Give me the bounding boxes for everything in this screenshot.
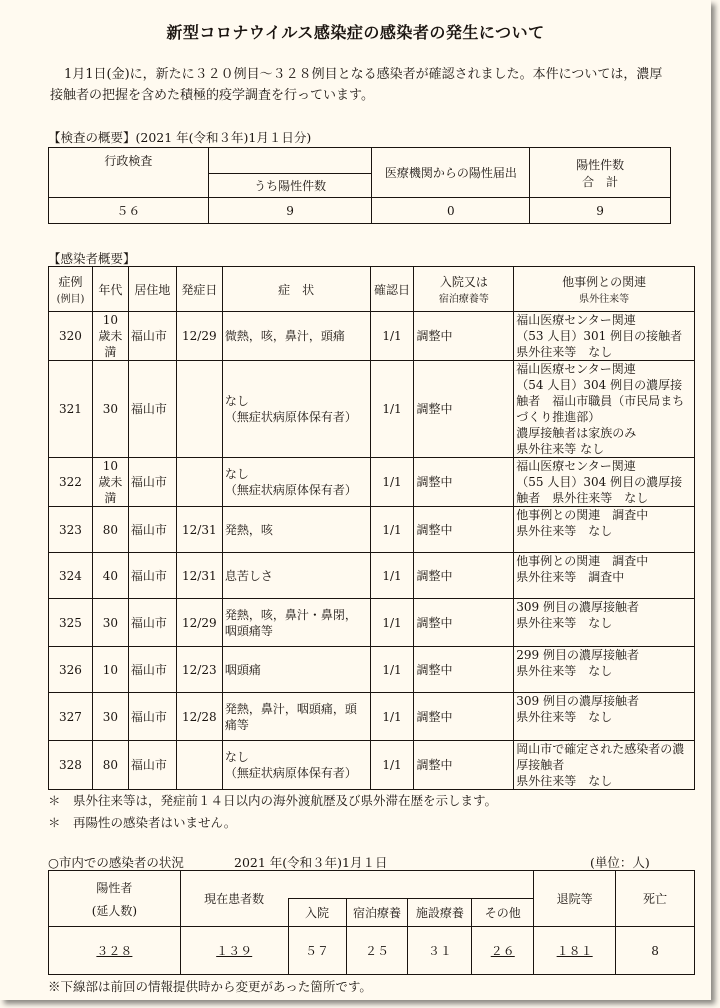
case-res: 福山市: [128, 553, 176, 599]
case-hosp: 調整中: [414, 647, 514, 693]
case-rel: 309 例目の濃厚接触者 県外往来等 なし: [514, 693, 695, 741]
status-table: [48, 870, 695, 975]
h-pos: [49, 871, 181, 927]
h-onset: 発症日: [176, 267, 222, 312]
case-age: 10 歳未満: [92, 312, 128, 361]
case-row: [49, 553, 695, 599]
case-row: [49, 507, 695, 553]
case-age: 80: [92, 507, 128, 553]
case-hosp: 調整中: [414, 312, 514, 361]
case-confirm: 1/1: [370, 458, 414, 507]
h-pos-2: (延人数): [91, 903, 138, 918]
h-hosp-2: 宿泊療養等: [438, 294, 489, 305]
note-1: ＊ 県外往来等は，発症前１４日以内の海外渡航歴及び県外滞在歴を示します。: [48, 793, 498, 808]
h-rel-1: 他事例との関連: [562, 275, 647, 289]
case-confirm: 1/1: [370, 361, 414, 458]
case-row: [49, 647, 695, 693]
v-admin-pos: 9: [208, 198, 372, 224]
cases-heading: 【感染者概要】: [48, 251, 136, 266]
h-admin-gap: [49, 174, 209, 198]
case-confirm: 1/1: [370, 553, 414, 599]
v-hotel: [346, 927, 408, 975]
case-rel: 299 例目の濃厚接触者 県外往来等 なし: [514, 647, 695, 693]
case-hosp: 調整中: [414, 599, 514, 647]
page-title: 新型コロナウイルス感染症の感染者の発生について: [166, 23, 545, 42]
status-unit: (単位：人): [590, 855, 650, 870]
v-pos: [49, 927, 181, 975]
h-medical: 医療機関からの陽性届出: [372, 148, 530, 198]
case-res: 福山市: [128, 741, 176, 790]
case-res: 福山市: [128, 507, 176, 553]
case-age: 10: [92, 647, 128, 693]
h-facility: 施設療養: [408, 899, 472, 927]
case-onset: 12/29: [176, 312, 222, 361]
case-rel: 福山医療センター関連 （53 人目）301 例目の接触者 県外往来等 なし: [514, 312, 695, 361]
case-hosp: 調整中: [414, 361, 514, 458]
h-discharged: 退院等: [534, 871, 616, 927]
case-row: [49, 599, 695, 647]
v-medical: 0: [372, 198, 530, 224]
v-admin: ５６: [49, 198, 209, 224]
case-rel: 福山医療センター関連 （55 人目）304 例目の濃厚接触者 県外往来等 なし: [514, 458, 695, 507]
h-confirm: 確認日: [370, 267, 414, 312]
case-no: 328: [49, 741, 93, 790]
v-current: [180, 927, 288, 975]
case-res: 福山市: [128, 361, 176, 458]
v-other: [472, 927, 534, 975]
case-age: 40: [92, 553, 128, 599]
case-age: 80: [92, 741, 128, 790]
case-symptom: 息苦しさ: [222, 553, 370, 599]
case-age: 10 歳未満: [92, 458, 128, 507]
case-symptom: 微熱，咳，鼻汁，頭痛: [222, 312, 370, 361]
status-date: 2021 年(令和３年)1月１日: [234, 855, 388, 870]
h-hosp: [414, 267, 514, 312]
v-death-text: 8: [651, 943, 659, 958]
h-death: 死亡: [616, 871, 695, 927]
v-facility-text: ３１: [427, 944, 452, 958]
h-symptom: 症 状: [222, 267, 370, 312]
case-no: 322: [49, 458, 93, 507]
case-onset: 12/31: [176, 553, 222, 599]
v-hotel-text: ２５: [364, 944, 389, 958]
v-facility: [408, 927, 472, 975]
case-symptom: なし （無症状病原体保有者）: [222, 361, 370, 458]
cases-table: [48, 266, 695, 790]
note-2: ＊ 再陽性の感染者はいません。: [48, 815, 237, 830]
h-hotel: 宿泊療養: [346, 899, 408, 927]
v-hosp: [288, 927, 346, 975]
case-confirm: 1/1: [370, 693, 414, 741]
v-death: [616, 927, 695, 975]
case-no: 325: [49, 599, 93, 647]
case-onset: 12/28: [176, 693, 222, 741]
h-no-2: (例目): [56, 294, 85, 305]
case-res: 福山市: [128, 312, 176, 361]
footer-note: ※下線部は前回の情報提供時から変更があった箇所です。: [48, 979, 372, 994]
case-no: 323: [49, 507, 93, 553]
h-no: [49, 267, 93, 312]
v-hosp-text: ５７: [305, 944, 330, 958]
case-row: [49, 693, 695, 741]
case-symptom: なし （無症状病原体保有者）: [222, 741, 370, 790]
case-rel: 岡山市で確定された感染者の濃厚接触者 県外往来等 なし: [514, 741, 695, 790]
h-admin: 行政検査: [49, 148, 209, 174]
case-age: 30: [92, 693, 128, 741]
h-total: [530, 148, 671, 198]
intro-paragraph: 1月1日(金)に，新たに３２０例目～３２８例目となる感染者が確認されました。本件については，濃厚接触者の把握を含めた積極的疫学調査を行っています。: [50, 67, 663, 103]
case-res: 福山市: [128, 458, 176, 507]
case-symptom: 発熱，鼻汁，咽頭痛，頭痛等: [222, 693, 370, 741]
h-current: 現在患者数: [180, 871, 288, 927]
v-total: 9: [530, 198, 671, 224]
case-row: [49, 361, 695, 458]
case-rel: 他事例との関連 調査中 県外往来等 調査中: [514, 553, 695, 599]
case-confirm: 1/1: [370, 647, 414, 693]
case-no: 324: [49, 553, 93, 599]
case-res: 福山市: [128, 693, 176, 741]
h-total-2: 合 計: [582, 174, 619, 189]
case-row: [49, 458, 695, 507]
case-no: 326: [49, 647, 93, 693]
case-row: [49, 741, 695, 790]
v-current-text: １３９: [216, 944, 253, 958]
case-symptom: 発熱，咳，鼻汁・鼻閉，咽頭痛等: [222, 599, 370, 647]
h-res: 居住地: [128, 267, 176, 312]
case-symptom: なし （無症状病原体保有者）: [222, 458, 370, 507]
case-confirm: 1/1: [370, 599, 414, 647]
case-onset: 12/31: [176, 507, 222, 553]
v-discharged: [534, 927, 616, 975]
case-no: 321: [49, 361, 93, 458]
h-pos-1: 陽性者: [96, 880, 133, 895]
case-res: 福山市: [128, 647, 176, 693]
h-age: 年代: [92, 267, 128, 312]
case-onset: 12/29: [176, 599, 222, 647]
case-hosp: 調整中: [414, 507, 514, 553]
case-confirm: 1/1: [370, 312, 414, 361]
case-hosp: 調整中: [414, 741, 514, 790]
case-no: 320: [49, 312, 93, 361]
case-res: 福山市: [128, 599, 176, 647]
case-hosp: 調整中: [414, 693, 514, 741]
status-heading: ○市内での感染者の状況: [48, 855, 184, 870]
case-age: 30: [92, 361, 128, 458]
h-rel-2: 県外往来等: [579, 294, 630, 305]
h-hosp-1: 入院又は: [439, 275, 488, 289]
h-admin-pos: うち陽性件数: [208, 174, 372, 198]
case-no: 327: [49, 693, 93, 741]
case-row: [49, 312, 695, 361]
inspection-heading: 【検査の概要】(2021 年(令和３年)1月１日分): [48, 130, 312, 145]
case-age: 30: [92, 599, 128, 647]
case-onset: [176, 458, 222, 507]
h-other: その他: [472, 899, 534, 927]
case-hosp: 調整中: [414, 553, 514, 599]
case-rel: 福山医療センター関連 （54 人目）304 例目の濃厚接触者 福山市職員（市民局まちづくり推進部） 濃厚接触者は家族のみ 県外往来等 なし: [514, 361, 695, 458]
case-onset: 12/23: [176, 647, 222, 693]
case-onset: [176, 361, 222, 458]
case-symptom: 発熱，咳: [222, 507, 370, 553]
h-admin-spacer: [208, 148, 372, 174]
case-confirm: 1/1: [370, 741, 414, 790]
case-hosp: 調整中: [414, 458, 514, 507]
case-symptom: 咽頭痛: [222, 647, 370, 693]
v-pos-text: ３２８: [96, 944, 133, 958]
h-no-1: 症例: [58, 275, 83, 289]
h-rel: [514, 267, 695, 312]
case-onset: [176, 741, 222, 790]
case-rel: 309 例目の濃厚接触者 県外往来等 なし: [514, 599, 695, 647]
h-current-span: [288, 871, 534, 899]
v-discharged-text: １８１: [556, 944, 593, 958]
case-rel: 他事例との関連 調査中 県外往来等 なし: [514, 507, 695, 553]
case-confirm: 1/1: [370, 507, 414, 553]
inspection-table: [48, 147, 671, 224]
v-other-text: ２６: [490, 944, 515, 958]
h-total-1: 陽性件数: [576, 157, 625, 172]
h-hosp2: 入院: [288, 899, 346, 927]
